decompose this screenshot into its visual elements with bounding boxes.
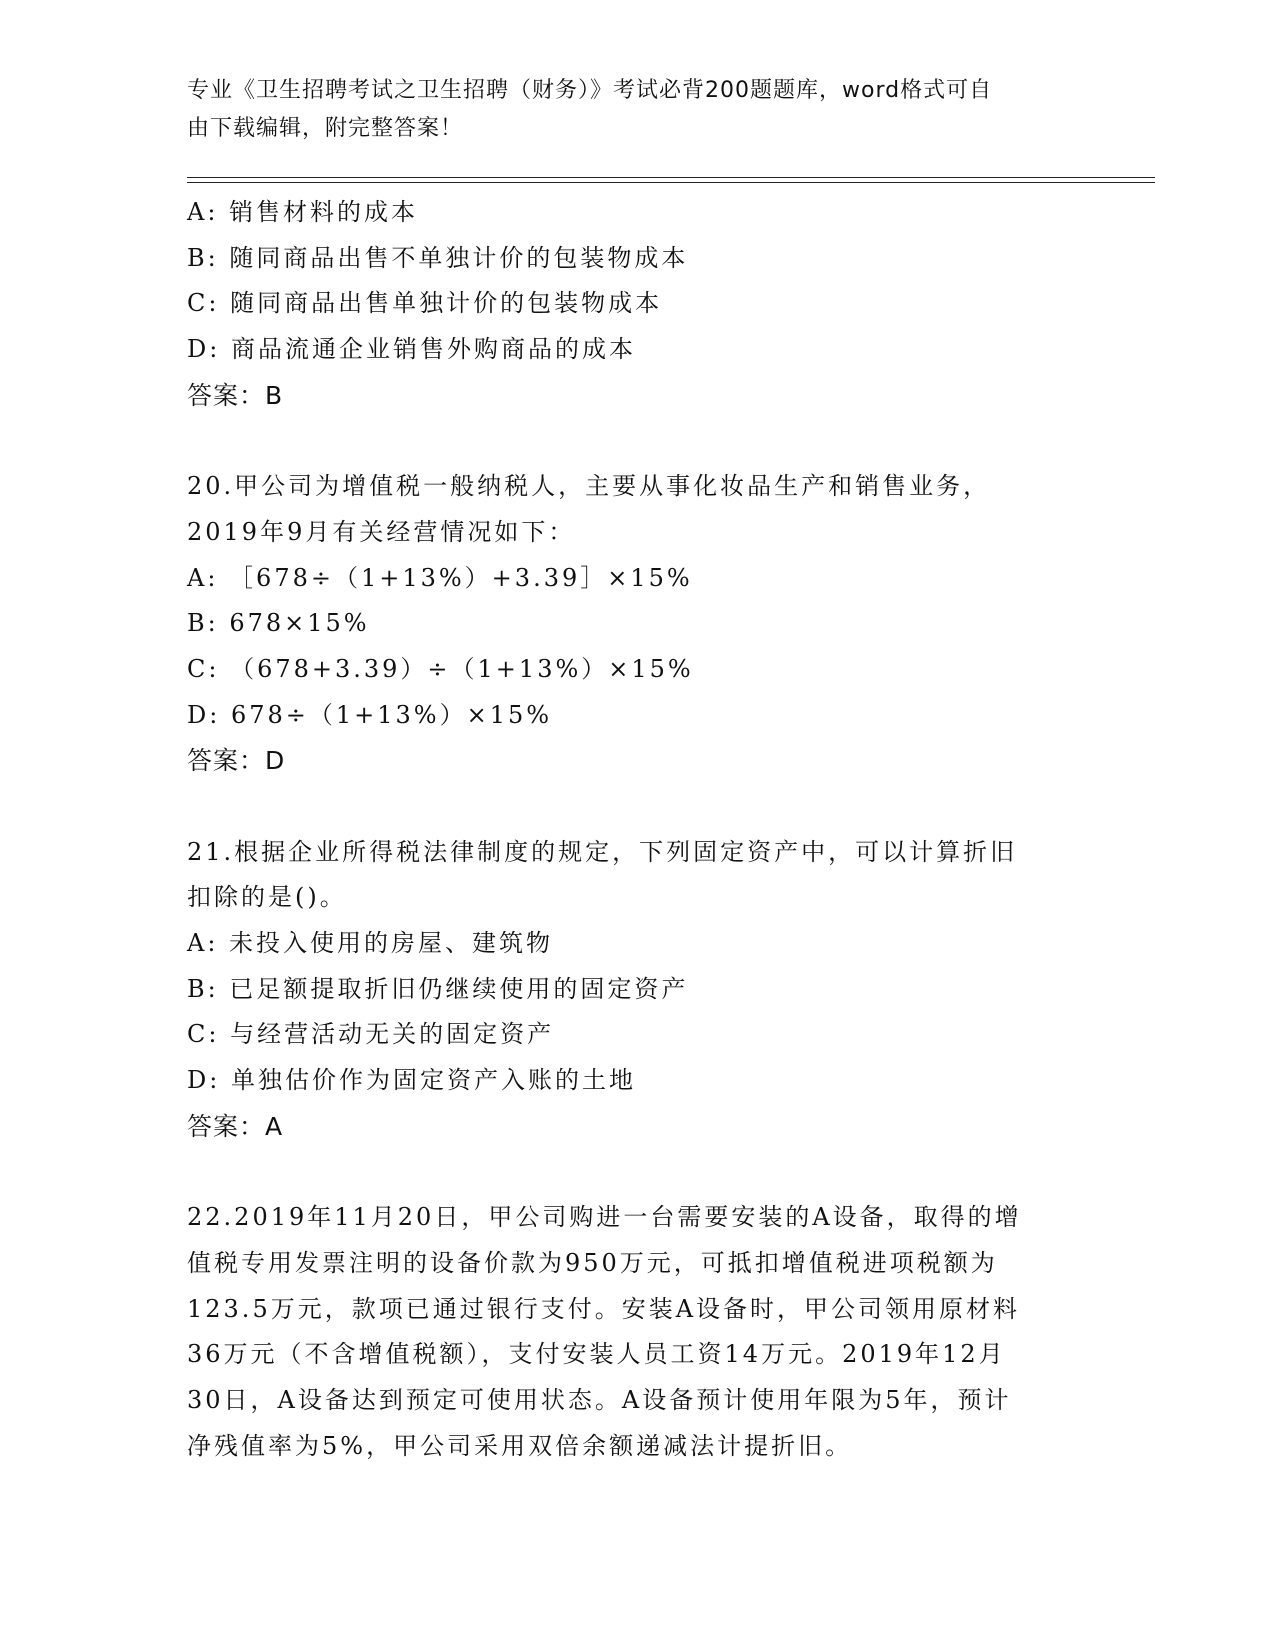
q20-option-a: A: ［678÷（1+13%）+3.39］×15% (187, 563, 693, 592)
q19-answer: 答案：B (187, 380, 284, 410)
q19-option-a: A: 销售材料的成本 (187, 198, 419, 226)
q21-answer: 答案：A (187, 1111, 284, 1141)
q20-stem-line-2: 2019年9月有关经营情况如下： (187, 517, 576, 546)
q20-option-d: D: 678÷（1+13%）×15% (187, 700, 553, 729)
q21-stem-line-2: 扣除的是()。 (187, 883, 347, 912)
spacer (187, 418, 1087, 464)
header-divider-top (187, 177, 1155, 178)
q21-option-c: C: 与经营活动无关的固定资产 (187, 1020, 555, 1049)
q22-stem-line-5: 30日，A设备达到预定可使用状态。A设备预计使用年限为5年，预计 (187, 1385, 1012, 1414)
q22-stem-line-1: 22.2019年11月20日，甲公司购进一台需要安装的A设备，取得的增 (187, 1203, 1022, 1232)
q19-option-b: B: 随同商品出售不单独计价的包装物成本 (187, 243, 689, 272)
header-title-line-2: 由下载编辑，附完整答案！ (187, 116, 464, 141)
q22-stem-line-4: 36万元（不含增值税额），支付安装人员工资14万元。2019年12月 (187, 1340, 1006, 1369)
question-21 (187, 830, 1087, 1150)
question-20 (187, 464, 1087, 784)
q21-stem-line-1: 21.根据企业所得税法律制度的规定，下列固定资产中，可以计算折旧 (187, 837, 1018, 866)
header-title-line-1: 专业《卫生招聘考试之卫生招聘（财务）》考试必背200题题库，word格式可自 (187, 78, 993, 103)
spacer (187, 1149, 1087, 1195)
document-header (187, 72, 1067, 148)
question-22 (187, 1195, 1087, 1469)
q20-answer: 答案：D (187, 746, 286, 776)
q20-option-b: B: 678×15% (187, 609, 370, 638)
question-19-tail (187, 190, 1087, 418)
q21-option-d: D: 单独估价作为固定资产入账的土地 (187, 1066, 636, 1095)
q21-option-a: A: 未投入使用的房屋、建筑物 (187, 929, 554, 957)
q22-stem-line-6: 净残值率为5%，甲公司采用双倍余额递减法计提折旧。 (187, 1431, 853, 1460)
q20-option-c: C: （678+3.39）÷（1+13%）×15% (187, 654, 694, 683)
q22-stem-line-3: 123.5万元，款项已通过银行支付。安装A设备时，甲公司领用原材料 (187, 1294, 1021, 1323)
spacer (187, 784, 1087, 830)
q20-stem-line-1: 20.甲公司为增值税一般纳税人，主要从事化妆品生产和销售业务， (187, 472, 991, 501)
q19-option-d: D: 商品流通企业销售外购商品的成本 (187, 335, 636, 364)
q21-option-b: B: 已足额提取折旧仍继续使用的固定资产 (187, 974, 689, 1003)
q22-stem-line-2: 值税专用发票注明的设备价款为950万元，可抵扣增值税进项税额为 (187, 1248, 998, 1277)
question-content (187, 190, 1087, 1469)
header-divider-bottom (187, 182, 1155, 183)
q19-option-c: C: 随同商品出售单独计价的包装物成本 (187, 289, 663, 318)
